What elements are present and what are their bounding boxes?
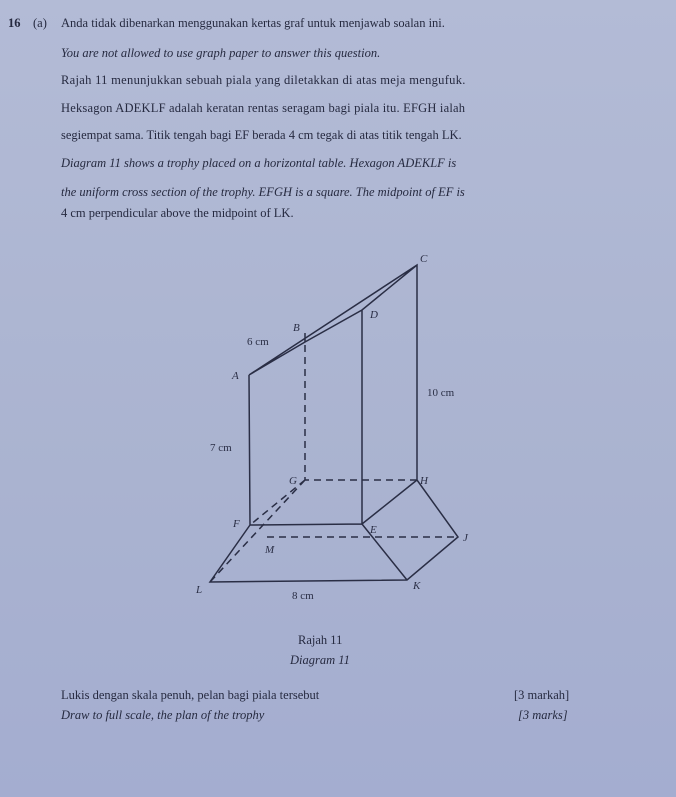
label-l: L: [196, 584, 203, 596]
label-a: A: [232, 370, 239, 382]
dimension-ab: 6 cm: [247, 336, 269, 348]
task-ms: Lukis dengan skala penuh, pelan bagi piala tersebut: [61, 688, 320, 702]
instruction-ms: Anda tidak dibenarkan menggunakan kertas graf untuk menjawab soalan ini.: [61, 16, 445, 30]
caption-ms: Rajah 11: [298, 633, 343, 647]
edge-solid: [210, 265, 458, 582]
instruction-en: You are not allowed to use graph paper to answer this question.: [61, 46, 381, 60]
description-en-line: the uniform cross section of the trophy. EFGH is a square. The midpoint of EF is: [61, 185, 465, 199]
dimension-af: 7 cm: [210, 442, 232, 454]
label-f: F: [233, 518, 240, 530]
description-ms-line: Heksagon ADEKLF adalah keratan rentas seragam bagi piala itu. EFGH ialah: [61, 101, 466, 115]
caption-en: Diagram 11: [290, 653, 350, 667]
label-g: G: [289, 475, 297, 487]
dimension-ch: 10 cm: [427, 387, 455, 399]
edge-hidden: [210, 345, 458, 582]
dimension-lk: 8 cm: [292, 590, 314, 602]
description-en-line: Diagram 11 shows a trophy placed on a horizontal table. Hexagon ADEKLF is: [61, 156, 457, 170]
description-en-line: 4 cm perpendicular above the midpoint of LK.: [61, 206, 294, 220]
description-ms-line: segiempat sama. Titik tengah bagi EF berada 4 cm tegak di atas titik tengah LK.: [61, 128, 462, 142]
label-d: D: [370, 309, 378, 321]
label-j: J: [463, 532, 468, 544]
label-k: K: [413, 580, 421, 592]
marks-en-text: [3 marks]: [518, 708, 568, 722]
label-b: B: [293, 322, 300, 334]
task-en: Draw to full scale, the plan of the trophy: [61, 708, 265, 722]
question-number: 16: [8, 16, 21, 30]
label-m: M: [265, 544, 275, 556]
label-h: H: [420, 475, 428, 487]
question-part: (a): [33, 16, 47, 30]
label-c: C: [420, 253, 428, 265]
marks-en: [518, 707, 568, 723]
description-ms-line: Rajah 11 menunjukkan sebuah piala yang diletakkan di atas meja mengufuk.: [61, 73, 466, 87]
label-e: E: [370, 524, 377, 536]
marks-ms: [3 markah]: [514, 688, 570, 702]
